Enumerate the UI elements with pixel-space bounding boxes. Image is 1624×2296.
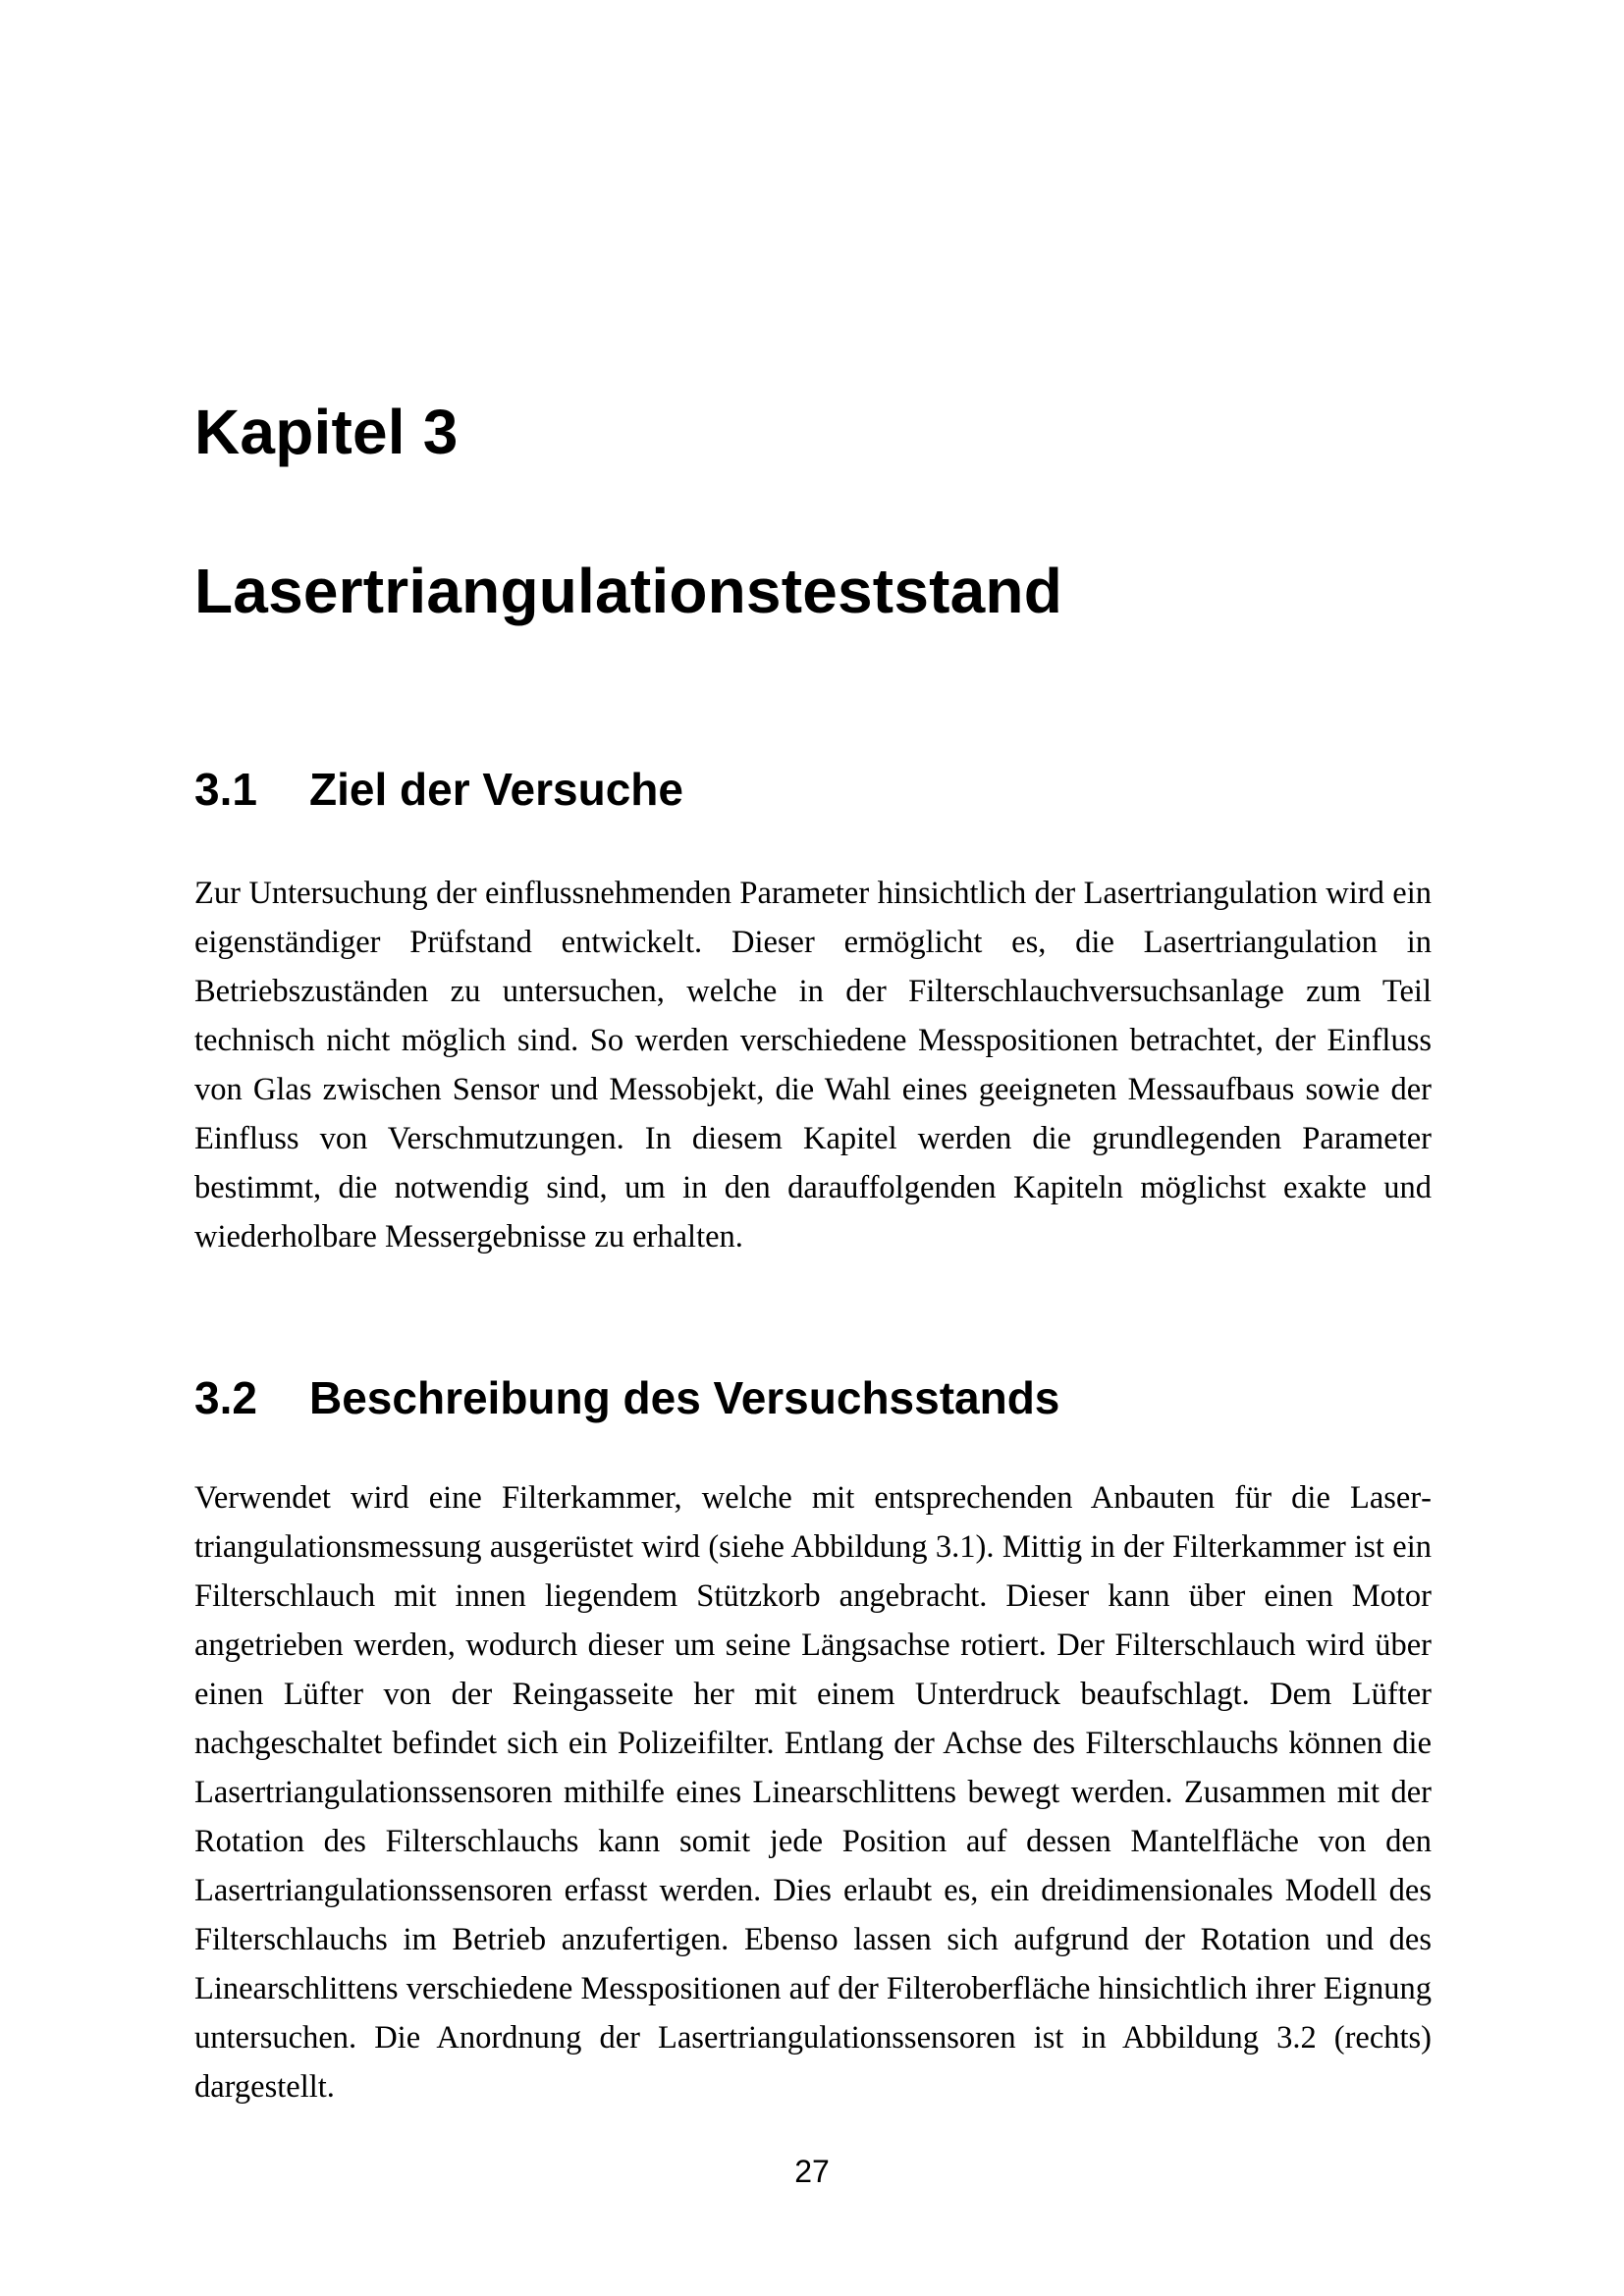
section-title: Beschreibung des Versuchsstands: [309, 1372, 1060, 1423]
chapter-title: Lasertriangulationsteststand: [194, 556, 1063, 626]
section-heading-3-2: [194, 1370, 1059, 1425]
section-number: 3.1: [194, 764, 257, 815]
page-number: 27: [794, 2154, 830, 2189]
section-3-1-paragraph: Zur Untersuchung der einflussnehmenden Parameter hinsichtlich der Lasertriangulation wird ein eigenständiger Prüfstand entwickelt. Dieser ermöglicht es, die Lasertriangulation in Betriebszuständen zu untersuchen, welche in der Filterschlauchversuchsanlage zum Teil technisch nicht möglich sind. So werden verschiedene Messpositionen betrachtet, der Einfluss von Glas zwischen Sensor und Messobjekt, die Wahl eines geeigneten Messaufbaus sowie der Einfluss von Verschmutzungen. In diesem Kapitel werden die grundlegenden Parameter bestimmt, die notwendig sind, um in den darauffolgenden Kapiteln möglichst exakte und wiederholbare Messergebnisse zu erhalten.: [194, 876, 1432, 1255]
section-3-2-paragraph: Verwendet wird eine Filterkammer, welche mit entsprechenden Anbauten für die Lasertriangulationsmessung ausgerüstet wird (siehe Abbildung 3.1). Mittig in der Filterkammer ist ein Filterschlauch mit innen liegendem Stützkorb angebracht. Dieser kann über einen Motor angetrieben werden, wodurch dieser um seine Längsachse rotiert. Der Filterschlauch wird über einen Lüfter von der Reingasseite her mit einem Unterdruck beaufschlagt. Dem Lüfter nachgeschaltet befindet sich ein Polizeifilter. Entlang der Achse des Filterschlauchs können die Lasertriangulationssensoren mithilfe eines Linearschlittens bewegt werden. Zusammen mit der Rotation des Filterschlauchs kann somit jede Position auf dessen Mantelfläche von den Lasertriangulationssensoren erfasst werden. Dies erlaubt es, ein dreidimensionales Modell des Filterschlauchs im Betrieb anzufertigen. Ebenso lassen sich aufgrund der Rotation und des Linearschlittens verschiedene Messpositionen auf der Filteroberfläche hinsichtlich ihrer Eignung untersuchen. Die Anordnung der Lasertriangulationssensoren ist in Abbildung 3.2 (rechts) dargestellt.: [194, 1480, 1432, 2105]
section-title: Ziel der Versuche: [309, 764, 683, 815]
section-number: 3.2: [194, 1372, 257, 1423]
section-heading-3-1: [194, 762, 683, 817]
chapter-label: Kapitel 3: [194, 397, 459, 467]
